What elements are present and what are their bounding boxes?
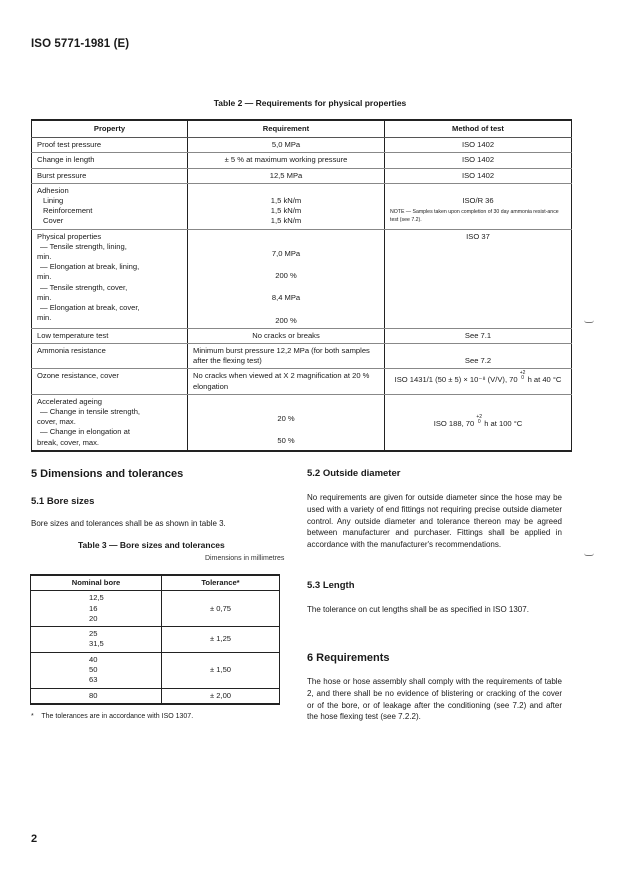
sub-property: Reinforcement: [43, 206, 93, 216]
section-5-heading: 5 Dimensions and tolerances: [31, 468, 184, 480]
property-cell: Ozone resistance, cover: [32, 369, 188, 394]
sub-property: min.: [37, 252, 52, 262]
table-row: [31, 591, 280, 627]
property-label: Physical properties: [37, 231, 102, 241]
property-label: Adhesion: [37, 185, 69, 195]
column-header-method: Method of test: [385, 120, 572, 138]
document-id-header: ISO 5771-1981 (E): [31, 38, 130, 50]
column-header-tolerance: Tolerance*: [162, 575, 280, 591]
bore-cell: 12,5 16 20: [31, 591, 162, 627]
sub-property: — Elongation at break, lining,: [40, 262, 140, 272]
tolerance-cell: ± 0,75: [162, 591, 280, 627]
requirement-cell: [188, 183, 385, 229]
requirement-cell: 5,0 MPa: [188, 138, 385, 153]
sub-property: min.: [37, 272, 52, 282]
table2-physical-properties: [31, 119, 572, 452]
table-row: [32, 328, 572, 343]
table-row: [32, 153, 572, 168]
bore-cell: 80: [31, 688, 162, 704]
requirement-value: 50 %: [277, 436, 295, 446]
property-cell: Proof test pressure: [32, 138, 188, 153]
table-row: [31, 688, 280, 704]
table-row: [32, 168, 572, 183]
requirement-cell: No cracks or breaks: [188, 328, 385, 343]
method-cell: ISO 1402: [385, 138, 572, 153]
table3-footnote: [31, 713, 193, 720]
method-text: ISO 1431/1 (50 ± 5) × 10⁻⁸ (V/V), 70: [394, 375, 518, 385]
property-cell: [32, 183, 188, 229]
bore-cell: 25 31,5: [31, 627, 162, 653]
requirement-value: 1,5 kN/m: [270, 206, 302, 216]
method-cell: ISO 1402: [385, 168, 572, 183]
sub-property: — Change in elongation at: [40, 427, 130, 437]
bore-cell: 40 50 63: [31, 652, 162, 688]
requirement-value: 1,5 kN/m: [270, 196, 302, 206]
method-cell: [385, 369, 572, 394]
tolerance-cell: ± 1,25: [162, 627, 280, 653]
table3-bore-sizes: [30, 574, 280, 705]
sub-property: — Elongation at break, cover,: [40, 303, 140, 313]
sub-property: break, cover, max.: [37, 437, 100, 447]
column-header-nominal-bore: Nominal bore: [31, 575, 162, 591]
tolerance-fraction: +2 0: [519, 370, 526, 382]
table-row: [32, 229, 572, 328]
method-cell: ISO 1402: [385, 153, 572, 168]
tolerance-fraction: +2 0: [476, 414, 483, 426]
method-text: ISO 188, 70: [433, 419, 475, 429]
section-5-1-text: Bore sizes and tolerances shall be as shown in table 3.: [31, 519, 226, 528]
method-cell: See 7.2: [385, 344, 572, 369]
table-row: [31, 652, 280, 688]
tolerance-cell: ± 1,50: [162, 652, 280, 688]
table2-caption: Table 2 — Requirements for physical properties: [213, 98, 407, 108]
footnote-mark: *: [31, 713, 34, 720]
margin-mark: [584, 320, 594, 323]
requirement-value: 20 %: [277, 414, 295, 424]
property-label: Accelerated ageing: [37, 396, 103, 406]
section-6-text: The hose or hose assembly shall comply with the requirements of table 2, and there shall be no evidence of blistering or cracking of the cover or of the bore, or of leakage after the conditioning (see 7.2) and after the hose flexing test (see 7.2.2).: [307, 677, 562, 722]
table-row: [32, 138, 572, 153]
property-cell: Low temperature test: [32, 328, 188, 343]
section-5-2-heading: 5.2 Outside diameter: [307, 468, 401, 479]
method-cell: See 7.1: [385, 328, 572, 343]
tolerance-cell: ± 2,00: [162, 688, 280, 704]
margin-mark: [584, 553, 594, 556]
property-cell: Change in length: [32, 153, 188, 168]
sub-property: — Change in tensile strength,: [40, 407, 141, 417]
table3-caption: Table 3 — Bore sizes and tolerances: [78, 540, 225, 550]
method-text: h at 100 °C: [484, 419, 523, 429]
property-cell: [32, 394, 188, 451]
sub-property: — Tensile strength, cover,: [40, 282, 128, 292]
sub-property: min.: [37, 313, 52, 323]
sub-property: — Tensile strength, lining,: [40, 241, 127, 251]
section-5-2-text: No requirements are given for outside diameter since the hose may be used with a variety of end fittings not requiring precise outside diameter control. Any outside diameter and tolerance thereon may be agreed between manufacturer and purchaser. Fittings shall be applied in accordance with the manufacturer's recommendations.: [307, 493, 562, 550]
method-cell: [385, 394, 572, 451]
method-cell: [385, 183, 572, 229]
sub-property: min.: [37, 292, 52, 302]
property-cell: Ammonia resistance: [32, 344, 188, 369]
footnote-text: The tolerances are in accordance with ISO 1307.: [41, 713, 194, 720]
requirement-cell: Minimum burst pressure 12,2 MPa (for both samples after the flexing test): [188, 344, 385, 369]
requirement-value: 8,4 MPa: [271, 293, 301, 303]
table3-units: Dimensions in millimetres: [205, 555, 285, 562]
section-5-3-text: The tolerance on cut lengths shall be as specified in ISO 1307.: [307, 605, 529, 614]
method-note: NOTE — Samples taken upon completion of 30 day ammonia resist-ance test (see 7.2).: [390, 209, 559, 224]
requirement-cell: [188, 394, 385, 451]
method-value: ISO/R 36: [462, 195, 494, 205]
property-cell: Burst pressure: [32, 168, 188, 183]
requirement-value: 200 %: [275, 271, 297, 281]
method-text: h at 40 °C: [527, 375, 562, 385]
requirement-cell: No cracks when viewed at X 2 magnification at 20 % elongation: [188, 369, 385, 394]
requirement-cell: [188, 229, 385, 328]
section-5-1-heading: 5.1 Bore sizes: [31, 496, 95, 507]
table-row: [31, 627, 280, 653]
sub-property: Lining: [43, 196, 64, 206]
requirement-cell: 12,5 MPa: [188, 168, 385, 183]
column-header-requirement: Requirement: [188, 120, 385, 138]
requirement-cell: ± 5 % at maximum working pressure: [188, 153, 385, 168]
table-header-row: [31, 575, 280, 591]
property-cell: [32, 229, 188, 328]
table-row: [32, 394, 572, 451]
sub-property: Cover: [43, 216, 64, 226]
page-number: 2: [31, 833, 38, 845]
table-header-row: [32, 120, 572, 138]
sub-property: cover, max.: [37, 417, 76, 427]
requirement-value: 200 %: [275, 315, 297, 325]
table-row: [32, 344, 572, 369]
section-6-heading: 6 Requirements: [307, 652, 390, 664]
table-row: [32, 369, 572, 394]
requirement-value: 7,0 MPa: [271, 249, 301, 259]
section-5-3-heading: 5.3 Length: [307, 580, 355, 591]
requirement-value: 1,5 kN/m: [270, 216, 302, 226]
method-cell: ISO 37: [385, 229, 572, 328]
column-header-property: Property: [32, 120, 188, 138]
table-row: [32, 183, 572, 229]
